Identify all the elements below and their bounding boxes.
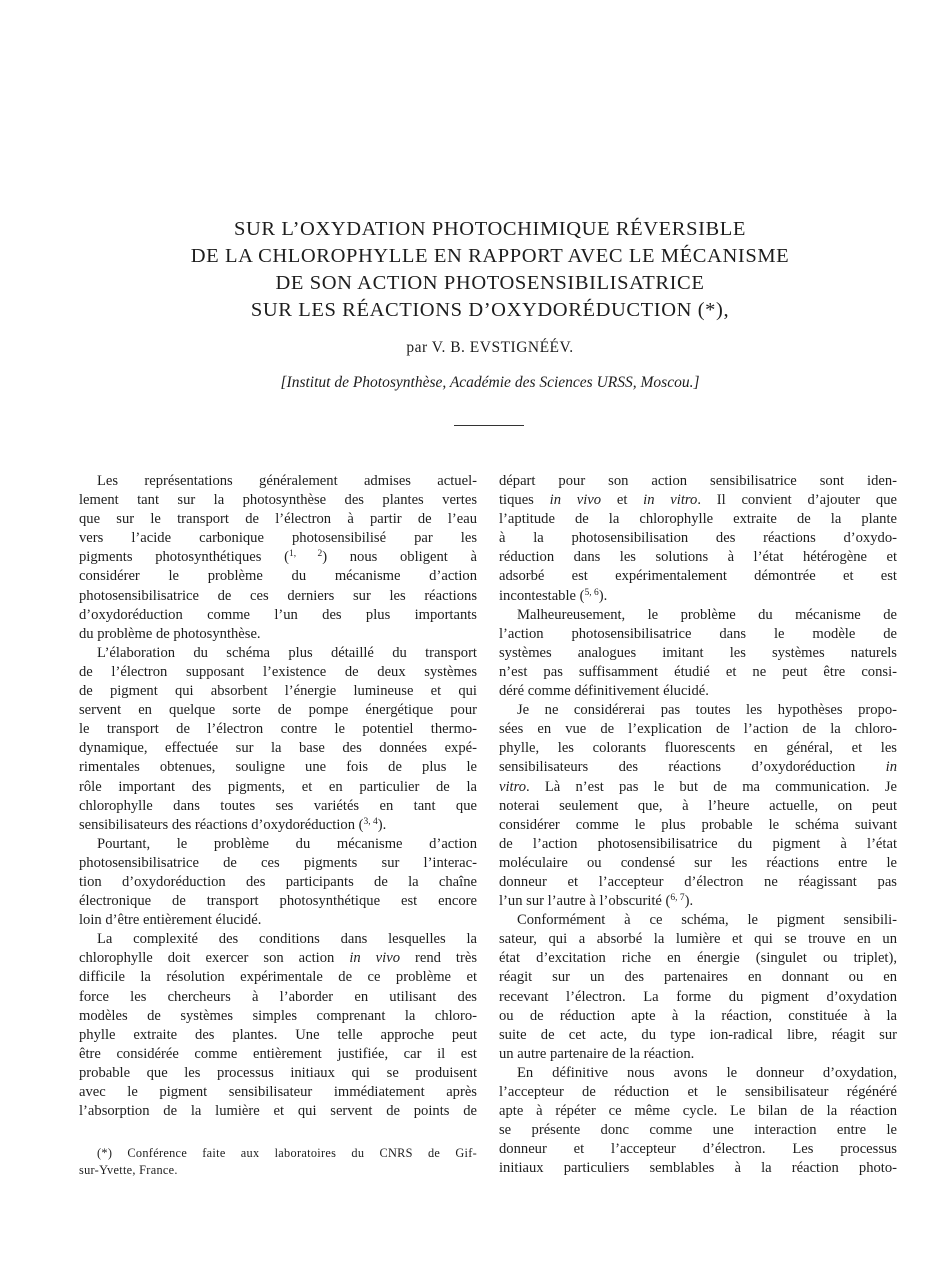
text-line: phylle, les colorants fluorescents en général, et les bbox=[499, 740, 897, 757]
text-line bbox=[499, 778, 897, 797]
text-line: systèmes analogues imitant les systèmes naturels bbox=[499, 644, 897, 661]
separator-rule bbox=[454, 425, 524, 426]
text-line: de pigment qui absorbent l’énergie lumineuse et qui bbox=[79, 683, 477, 700]
text-line bbox=[79, 949, 477, 968]
text-line bbox=[499, 491, 897, 510]
text-line: dynamique, effectuée sur la base des données expé- bbox=[79, 740, 477, 757]
text-line: recevant l’électron. La forme du pigment d’oxydation bbox=[499, 988, 897, 1005]
reference-number: 6, 7 bbox=[670, 893, 685, 904]
text-line: vers l’acide carbonique photosensibilisé par les bbox=[79, 530, 477, 547]
title-line: DE LA CHLOROPHYLLE EN RAPPORT AVEC LE MÉCANISME bbox=[190, 245, 790, 267]
text-run: chlorophylle doit exercer son action bbox=[79, 950, 350, 967]
text-line bbox=[499, 892, 897, 911]
text-line: état d’excitation riche en énergie (singulet ou triplet), bbox=[499, 950, 897, 967]
text-line: du problème de photosynthèse. bbox=[79, 625, 261, 642]
text-line: difficile la résolution expérimentale de ce problème et bbox=[79, 969, 477, 986]
title-line: SUR L’OXYDATION PHOTOCHIMIQUE RÉVERSIBLE bbox=[233, 218, 747, 240]
text-line: sateur, qui a absorbé la lumière et qui se trouve en un bbox=[499, 931, 897, 948]
text-line: initiaux particuliers semblables à la réaction photo- bbox=[499, 1160, 897, 1177]
text-run: ). bbox=[684, 893, 694, 910]
text-line: avec le pigment sensibilisateur immédiatement après bbox=[79, 1084, 477, 1100]
text-line: adsorbé est expérimentalement démontrée et est bbox=[499, 568, 897, 585]
reference-number: 1, 2 bbox=[288, 549, 323, 560]
text-line bbox=[79, 816, 477, 835]
text-line: rimentales obtenues, souligne une fois de plus le bbox=[79, 759, 477, 776]
text-line: sées en vue de l’explication de l’action de la chloro- bbox=[499, 721, 897, 738]
text-line: probable que les processus initiaux qui se produisent bbox=[79, 1064, 477, 1081]
affiliation-text: [Institut de Photosynthèse, Académie des Sciences URSS, Moscou.] bbox=[280, 374, 700, 391]
text-line: considérer comme le plus probable le schéma suivant bbox=[499, 816, 897, 833]
text-line: modèles de systèmes simples comprenant la chloro- bbox=[79, 1007, 477, 1024]
text-line: En définitive nous avons le donneur d’oxydation, bbox=[517, 1064, 897, 1081]
text-line: chlorophylle dans toutes ses variétés en tant que bbox=[79, 797, 477, 814]
title-line: DE SON ACTION PHOTOSENSIBILISATRICE bbox=[275, 272, 705, 294]
text-run: et bbox=[601, 492, 644, 509]
text-line: un autre partenaire de la réaction. bbox=[499, 1045, 695, 1062]
text-line: suite de cet acte, du type ion-radical libre, réagit sur bbox=[499, 1026, 897, 1043]
text-run: pigments photosynthétiques ( bbox=[79, 549, 289, 566]
title-line: SUR LES RÉACTIONS D’OXYDORÉDUCTION (*), bbox=[250, 299, 730, 321]
text-line: La complexité des conditions dans lesquelles la bbox=[97, 931, 477, 948]
text-line: réduction dans les solutions à l’état hétérogène et bbox=[499, 549, 897, 566]
text-run: ) nous obligent à bbox=[322, 549, 477, 566]
italic-term: in bbox=[885, 759, 897, 776]
text-run: l’un sur l’autre à l’obscurité ( bbox=[499, 893, 671, 910]
text-line: se présente donc comme une interaction entre le bbox=[499, 1122, 897, 1139]
text-line: lement tant sur la photosynthèse des plantes vertes bbox=[79, 492, 477, 509]
text-line: être considérée comme entièrement justifiée, car il est bbox=[79, 1045, 477, 1062]
text-line: tion d’oxydoréduction des participants de la chaîne bbox=[79, 873, 477, 890]
text-line: apte à répéter ce même cycle. Le bilan de la réaction bbox=[499, 1103, 897, 1120]
text-run: sensibilisateurs des réactions d’oxydoréduction ( bbox=[79, 816, 364, 833]
author-line: par V. B. EVSTIGNÉÉV. bbox=[406, 339, 574, 356]
text-run: rend très bbox=[400, 950, 478, 967]
right-column bbox=[499, 472, 897, 1178]
text-line: servent en quelque sorte de pompe énergétique pour bbox=[79, 702, 477, 719]
text-line: Je ne considérerai pas toutes les hypothèses propo- bbox=[517, 702, 897, 719]
italic-term: vitro bbox=[499, 778, 527, 795]
text-line: force les chercheurs à l’aborder en utilisant des bbox=[79, 988, 477, 1005]
paper-title bbox=[60, 216, 920, 324]
text-line: loin d’être entièrement élucidé. bbox=[79, 912, 262, 929]
text-run: incontestable ( bbox=[499, 587, 585, 604]
text-line: Malheureusement, le problème du mécanisme de bbox=[517, 606, 897, 623]
text-line: à la photosensibilisation des réactions d’oxydo- bbox=[499, 530, 897, 547]
text-line: noterai seulement que, à l’heure actuelle, on peut bbox=[499, 797, 897, 814]
text-line: l’aptitude de la chlorophylle extraite de la plante bbox=[499, 511, 897, 528]
text-run: ). bbox=[377, 816, 387, 833]
text-line bbox=[79, 548, 477, 567]
text-line: Conformément à ce schéma, le pigment sensibili- bbox=[517, 912, 897, 929]
italic-term: in vivo bbox=[349, 950, 400, 967]
text-line: départ pour son action sensibilisatrice sont iden- bbox=[499, 473, 897, 489]
text-line: l’accepteur de réduction et le sensibilisateur régénéré bbox=[499, 1084, 897, 1100]
text-line: Pourtant, le problème du mécanisme d’action bbox=[97, 835, 477, 852]
text-line: d’oxydoréduction comme l’un des plus importants bbox=[79, 606, 477, 623]
text-line: électronique de transport photosynthétique est encore bbox=[79, 893, 477, 910]
italic-term: in vivo bbox=[549, 492, 602, 509]
text-run: . Là n’est pas le but de ma communication. Je bbox=[526, 778, 897, 795]
text-line: L’élaboration du schéma plus détaillé du transport bbox=[97, 644, 477, 661]
text-run: sensibilisateurs des réactions d’oxydoréduction bbox=[499, 759, 886, 776]
footnote-line: sur-Yvette, France. bbox=[79, 1163, 178, 1177]
text-run: ). bbox=[598, 587, 608, 604]
text-line: considérer le problème du mécanisme d’action bbox=[79, 568, 477, 585]
text-line: phylle extraite des plantes. Une telle approche peut bbox=[79, 1026, 477, 1043]
footnote bbox=[79, 1145, 477, 1179]
text-line: que sur le transport de l’électron à partir de l’eau bbox=[79, 511, 477, 528]
left-column bbox=[79, 472, 477, 1121]
text-line: photosensibilisatrice de ces derniers sur les réactions bbox=[79, 587, 477, 604]
text-run: . Il convient d’ajouter que bbox=[697, 492, 897, 509]
text-line: n’est pas suffisamment étudié et ne peut être consi- bbox=[499, 663, 897, 680]
text-line: l’action photosensibilisatrice dans le modèle de bbox=[499, 625, 897, 642]
text-line: réagit sur un des partenaires en donnant ou en bbox=[499, 969, 897, 986]
text-line bbox=[499, 587, 897, 606]
text-line: donneur et l’accepteur d’électron. Les processus bbox=[499, 1141, 897, 1158]
text-line: déré comme définitivement élucidé. bbox=[499, 683, 709, 700]
reference-number: 3, 4 bbox=[363, 816, 378, 827]
text-line: l’absorption de la lumière et qui servent de points de bbox=[79, 1103, 477, 1120]
text-line: moléculaire ou condensé sur les réactions entre le bbox=[499, 854, 897, 871]
text-line: donneur et l’accepteur d’électron ne réagissant pas bbox=[499, 873, 897, 890]
reference-number: 5, 6 bbox=[584, 587, 599, 598]
text-line: ou de réduction apte à la réaction, constituée à la bbox=[499, 1007, 897, 1024]
footnote-line: (*) Conférence faite aux laboratoires du CNRS de Gif- bbox=[97, 1146, 477, 1160]
text-line bbox=[499, 758, 897, 777]
affiliation-line bbox=[60, 374, 920, 392]
text-run: tiques bbox=[499, 492, 550, 509]
text-line: photosensibilisatrice de ces pigments sur l’interac- bbox=[79, 854, 477, 871]
text-line: rôle important des pigments, et en particulier de la bbox=[79, 778, 477, 795]
text-line: le transport de l’électron contre le potentiel thermo- bbox=[79, 721, 477, 738]
text-line: Les représentations généralement admises actuel- bbox=[97, 473, 477, 489]
text-line: de l’électron supposant l’existence de deux systèmes bbox=[79, 663, 477, 680]
italic-term: in vitro bbox=[643, 492, 698, 509]
text-line: de l’action photosensibilisatrice du pigment à l’état bbox=[499, 835, 897, 852]
